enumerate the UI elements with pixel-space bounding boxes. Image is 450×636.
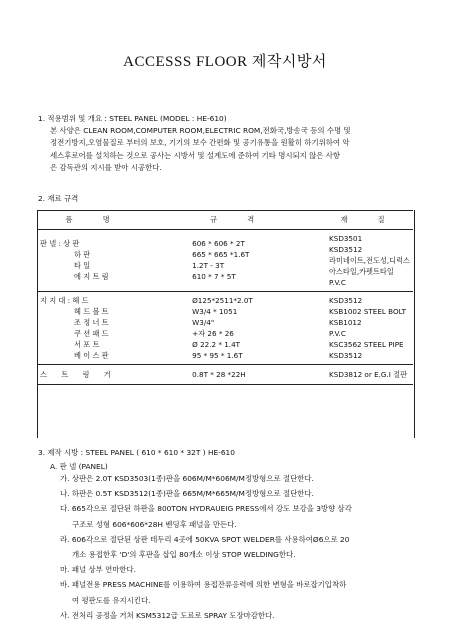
panel-specs: [192, 238, 323, 282]
section2-heading: 2. 재료 규격: [38, 194, 79, 203]
cell-spec: 606 * 606 * 2T: [192, 239, 245, 248]
list-item-continuation: 구조로 성형 606*606*28H 벤딩후 패널을 만든다.: [72, 519, 237, 529]
cell-name: 타 일: [74, 261, 91, 270]
cell-material: 아스타일,카펫트타일: [329, 267, 394, 276]
list-item: 라. 606각으로 절단된 상판 테두리 4곳에 50KVA SPOT WELDER를 사용하여Ø6으로 20: [60, 534, 350, 544]
cell-material: KSC3562 STEEL PIPE: [329, 340, 404, 349]
panel-materials: [329, 233, 410, 288]
table-row-panel: [37, 230, 413, 292]
header-spec: 규 격: [152, 211, 326, 230]
section1-heading: 1. 적용범위 및 개요 : STEEL PANEL (MODEL : HE-610): [38, 114, 227, 123]
cell-name: 서 포 트: [74, 340, 100, 349]
cell-name: 쿠 션 패 드: [74, 329, 109, 338]
cell-spec: 0.8T * 28 *22H: [192, 370, 246, 379]
list-item: 나. 하판은 0.5T KSD3512(1종)판을 665M/M*665M/M정방형으로 절단한다.: [60, 489, 314, 499]
cell-spec: Ø 22.2 * 1.4T: [192, 340, 241, 349]
cell-name: 조 정 너 트: [74, 318, 109, 327]
section3-subheading: A. 판 넬 (PANEL): [50, 462, 108, 471]
cell-name: 에 지 트 림: [74, 272, 109, 281]
list-item: 마. 패널 상부 연마한다.: [60, 565, 137, 575]
cell-material: KSB1012: [329, 318, 362, 327]
table-header-row: [37, 211, 413, 230]
cell-material: KSD3512: [329, 351, 363, 360]
list-item-continuation: 여 평판도를 유지시킨다.: [72, 595, 151, 605]
list-item-continuation: 개소 용접한후 'D'의 후판을 삽입 80개소 이상 STOP WELDING한다.: [72, 550, 296, 560]
cell-spec: 665 * 665 *1.6T: [192, 250, 250, 259]
support-names: [40, 295, 149, 361]
list-item: 가. 상판은 2.0T KSD3503(1종)판을 606M/M*606M/M정방형으로 절단한다.: [60, 474, 314, 483]
cell-material: P.V.C: [329, 278, 346, 287]
cell-spec: 610 * 7 * 5T: [192, 272, 236, 281]
list-item: 다. 665각으로 절단된 하판을 800TON HYDRAUEIG PRESS에서 강도 보강을 3방향 삼각: [60, 504, 352, 514]
header-material: 재 질: [326, 211, 413, 230]
support-specs: [192, 295, 323, 361]
document-title: ACCESSS FLOOR 제작시방서: [123, 54, 327, 70]
section3-items: [60, 471, 430, 623]
cell-spec: 95 * 95 * 1.6T: [192, 351, 243, 360]
cell-name: 지 지 대 : 헤 드: [40, 296, 89, 305]
cell-spec: W3/4 * 1051: [192, 307, 238, 316]
cell-name: 스 트 링 거: [40, 370, 117, 379]
header-item-name: 품 명: [37, 211, 152, 230]
cell-material: KSD3812 or E.G.I 절판: [329, 370, 408, 379]
section1-line: 은 감독관의 지시를 받아 시공한다.: [50, 162, 162, 172]
cell-material: P.V.C: [329, 329, 346, 338]
section1-line: 세스후로어를 설치하는 것으로 공사는 시방서 및 설계도에 준하여 기타 명시되지 않은 사항: [50, 150, 341, 160]
cell-material: 라미네이트,전도성,디럭스: [329, 256, 410, 265]
table-row-stringer: [37, 365, 413, 385]
materials-spec-table: [37, 210, 413, 385]
cell-spec: +자 26 * 26: [192, 329, 234, 338]
panel-names: [40, 238, 149, 282]
cell-name: 헤 드 볼 트: [74, 307, 109, 316]
section1-body: [50, 125, 425, 174]
section1-line: 정전기방지,오염물질로 부터의 보호, 기기의 보수 간편화 및 공기유통을 원활히 하기위하여 악: [50, 138, 350, 148]
cell-spec: 1.2T - 3T: [192, 261, 225, 270]
cell-material: KSB1002 STEEL BOLT: [329, 307, 407, 316]
section3-heading: 3. 제작 시방 : STEEL PANEL ( 610 * 610 * 32T ) HE-610: [38, 448, 235, 457]
table-row-support: [37, 292, 413, 365]
cell-name: 판 넬 : 상 판: [40, 239, 80, 248]
list-item: 바. 패널전용 PRESS MACHINE를 이용하여 용접잔류응력에 의한 변형을 바로잡기입착하: [60, 580, 347, 590]
cell-spec: W3/4": [192, 318, 215, 327]
cell-material: KSD3512: [329, 245, 363, 254]
cell-material: KSD3501: [329, 234, 363, 243]
cell-spec: Ø125*2511*2.0T: [192, 296, 253, 305]
cell-name: 하 판: [74, 250, 91, 259]
section1-line: 본 사양은 CLEAN ROOM,COMPUTER ROOM,ELECTRIC ROM,전화국,방송국 등의 수명 및: [50, 126, 351, 135]
list-item: 사. 전처리 공정을 거쳐 KSM5312급 도료로 SPRAY 도장마감한다.: [60, 610, 275, 620]
cell-name: 베 이 스 판: [74, 351, 109, 360]
cell-material: KSD3512: [329, 296, 363, 305]
support-materials: [329, 295, 410, 361]
